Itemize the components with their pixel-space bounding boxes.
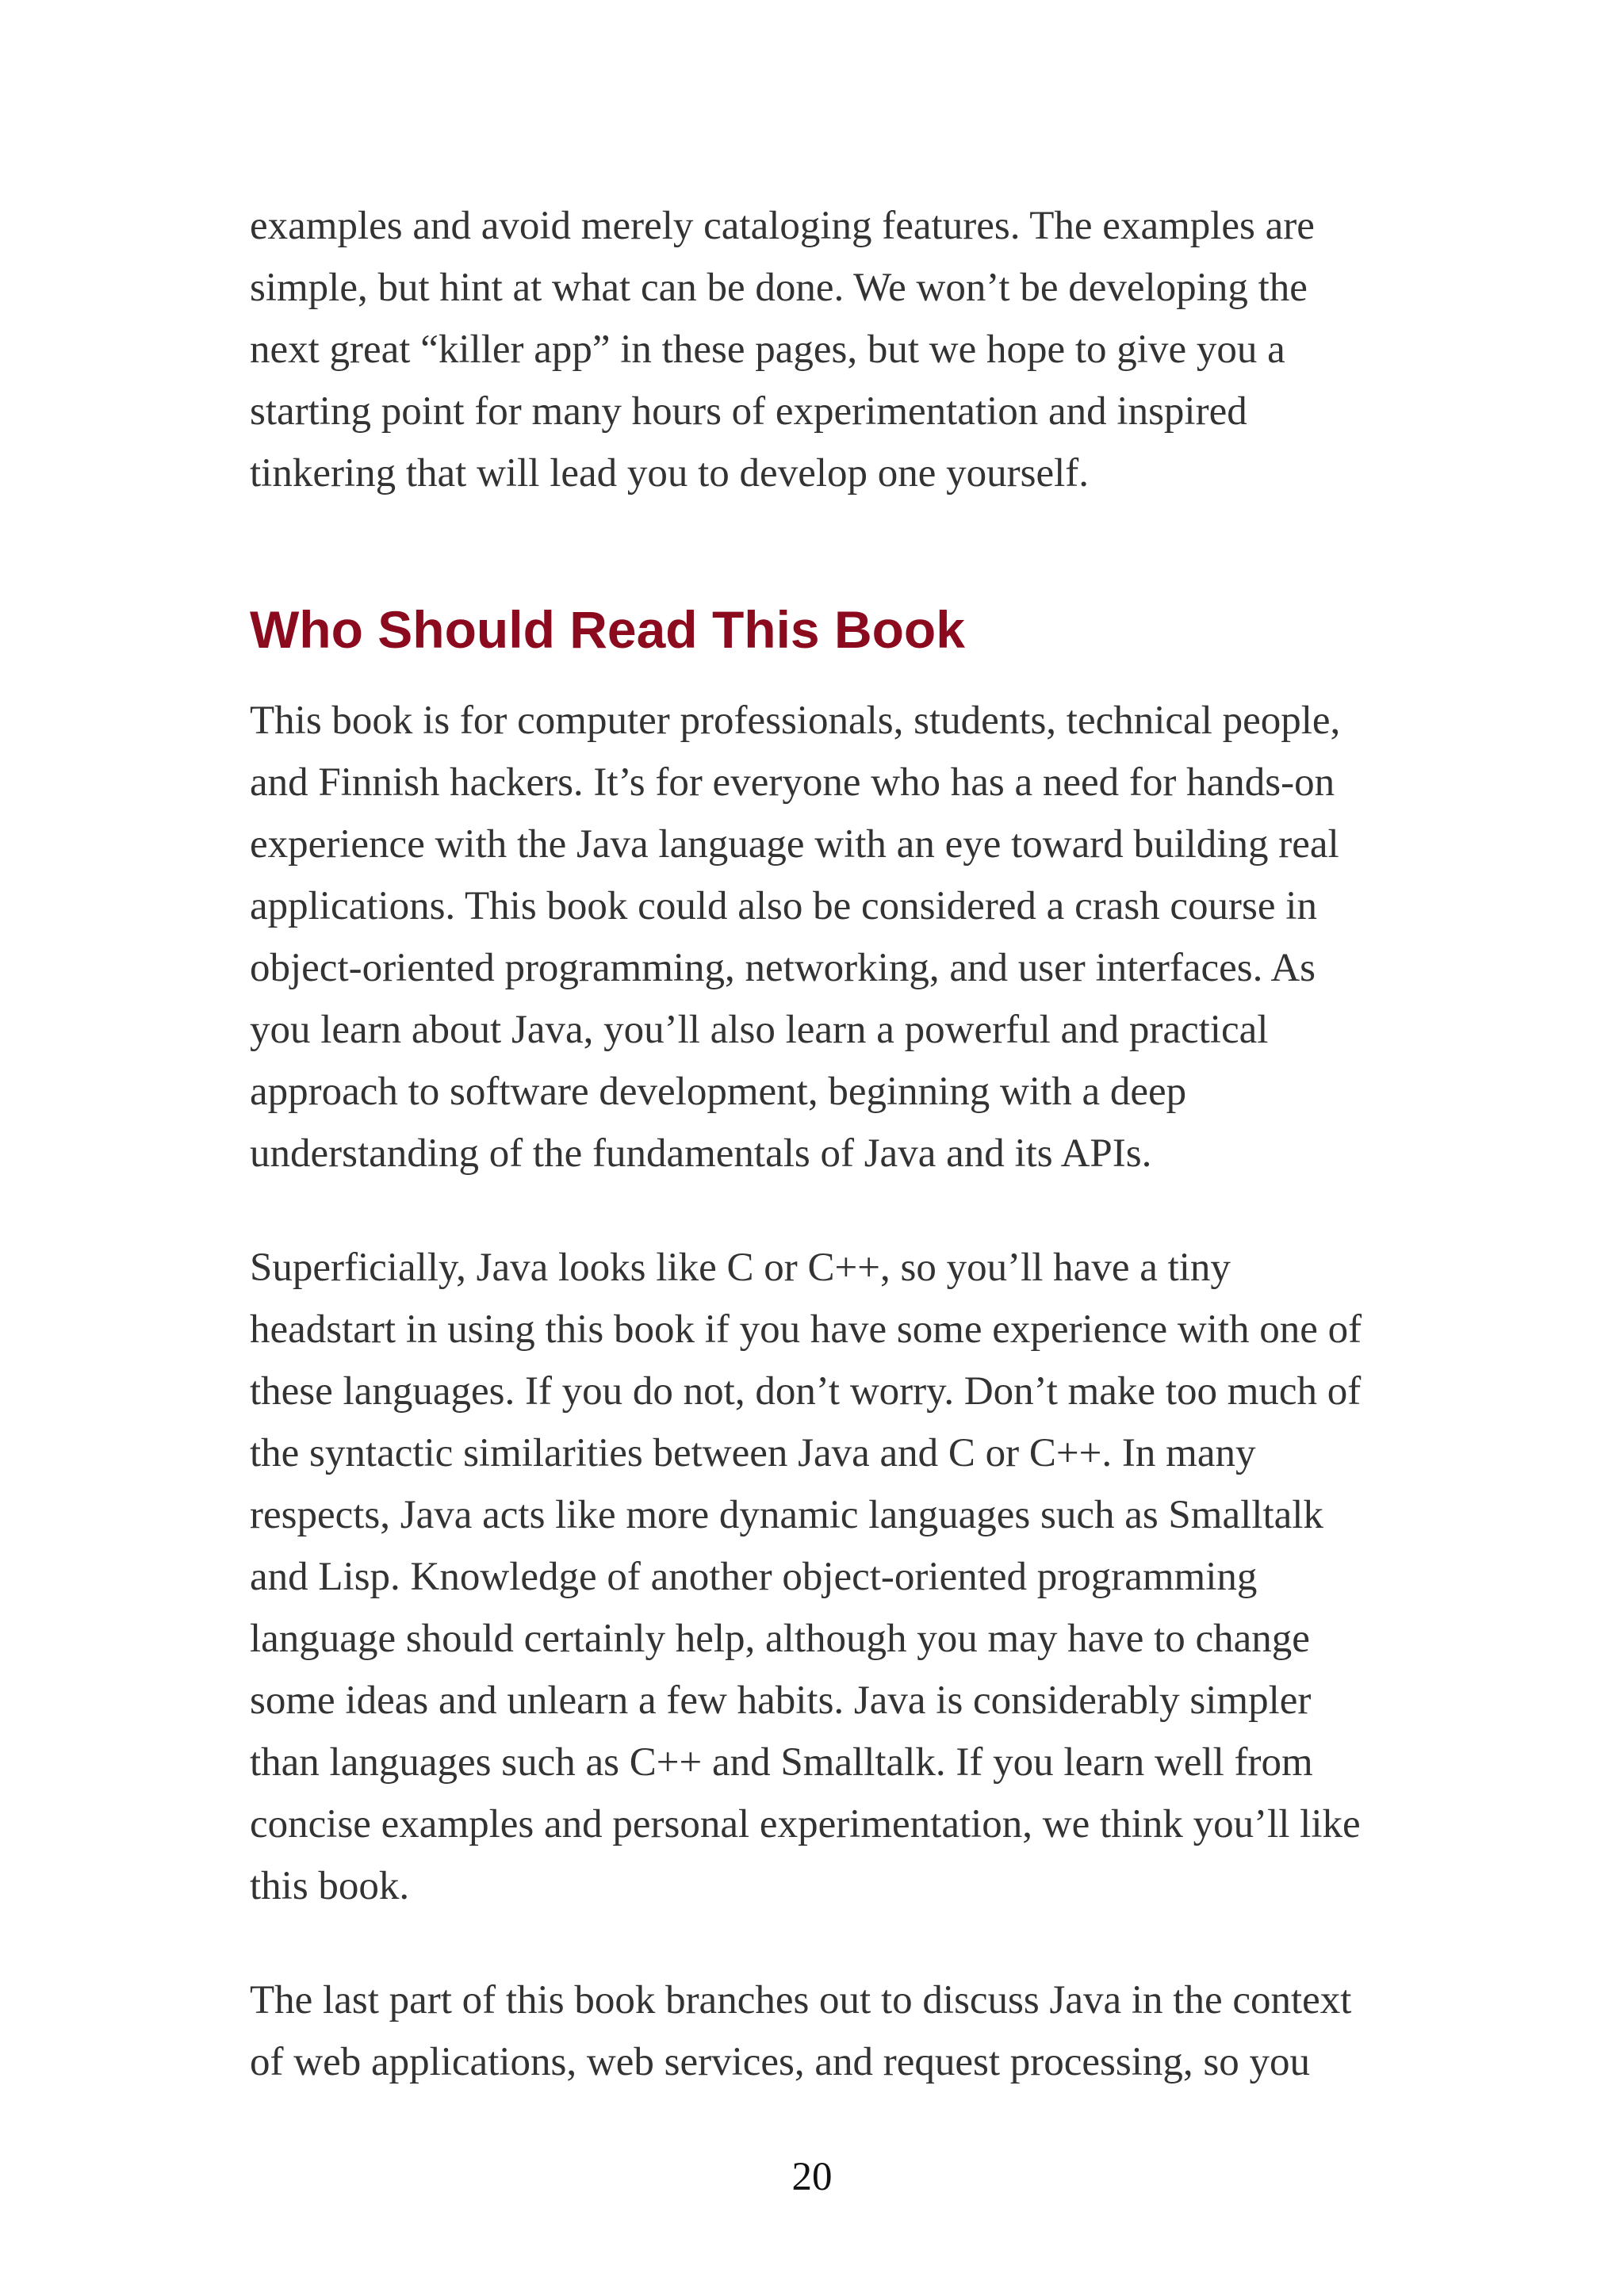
- section-heading: Who Should Read This Book: [250, 600, 965, 659]
- page-number: 20: [791, 2155, 833, 2199]
- intro-continued-paragraph: examples and avoid merely cataloging features. The examples are simple, but hint at what can be done. We won’t be developing the next great “killer app” in these pages, but we hope to give you a starting point for many hours of experimentation and inspired tinkering that will lead you to develop one yourself.: [250, 204, 1315, 496]
- page-content: [250, 195, 1392, 2093]
- audience-paragraph-3: The last part of this book branches out to discuss Java in the context of web applications, web services, and request processing, so you: [250, 1978, 1352, 2084]
- audience-paragraph-1: This book is for computer professionals, students, technical people, and Finnish hackers. It’s for everyone who has a need for hands-on experience with the Java language with an eye toward building real applications. This book could also be considered a crash course in object-oriented programming, networking, and user interfaces. As you learn about Java, you’ll also learn a powerful and practical approach to software development, beginning with a deep understanding of the fundamentals of Java and its APIs.: [250, 698, 1341, 1176]
- audience-paragraph-2: Superficially, Java looks like C or C++, so you’ll have a tiny headstart in using this book if you have some experience with one of these languages. If you do not, don’t worry. Don’t make too much of the syntactic similarities between Java and C or C++. In many respects, Java acts like more dynamic languages such as Smalltalk and Lisp. Knowledge of another object-oriented programming language should certainly help, although you may have to change some ideas and unlearn a few habits. Java is considerably simpler than languages such as C++ and Smalltalk. If you learn well from concise examples and personal experimentation, we think you’ll like this book.: [250, 1246, 1362, 1908]
